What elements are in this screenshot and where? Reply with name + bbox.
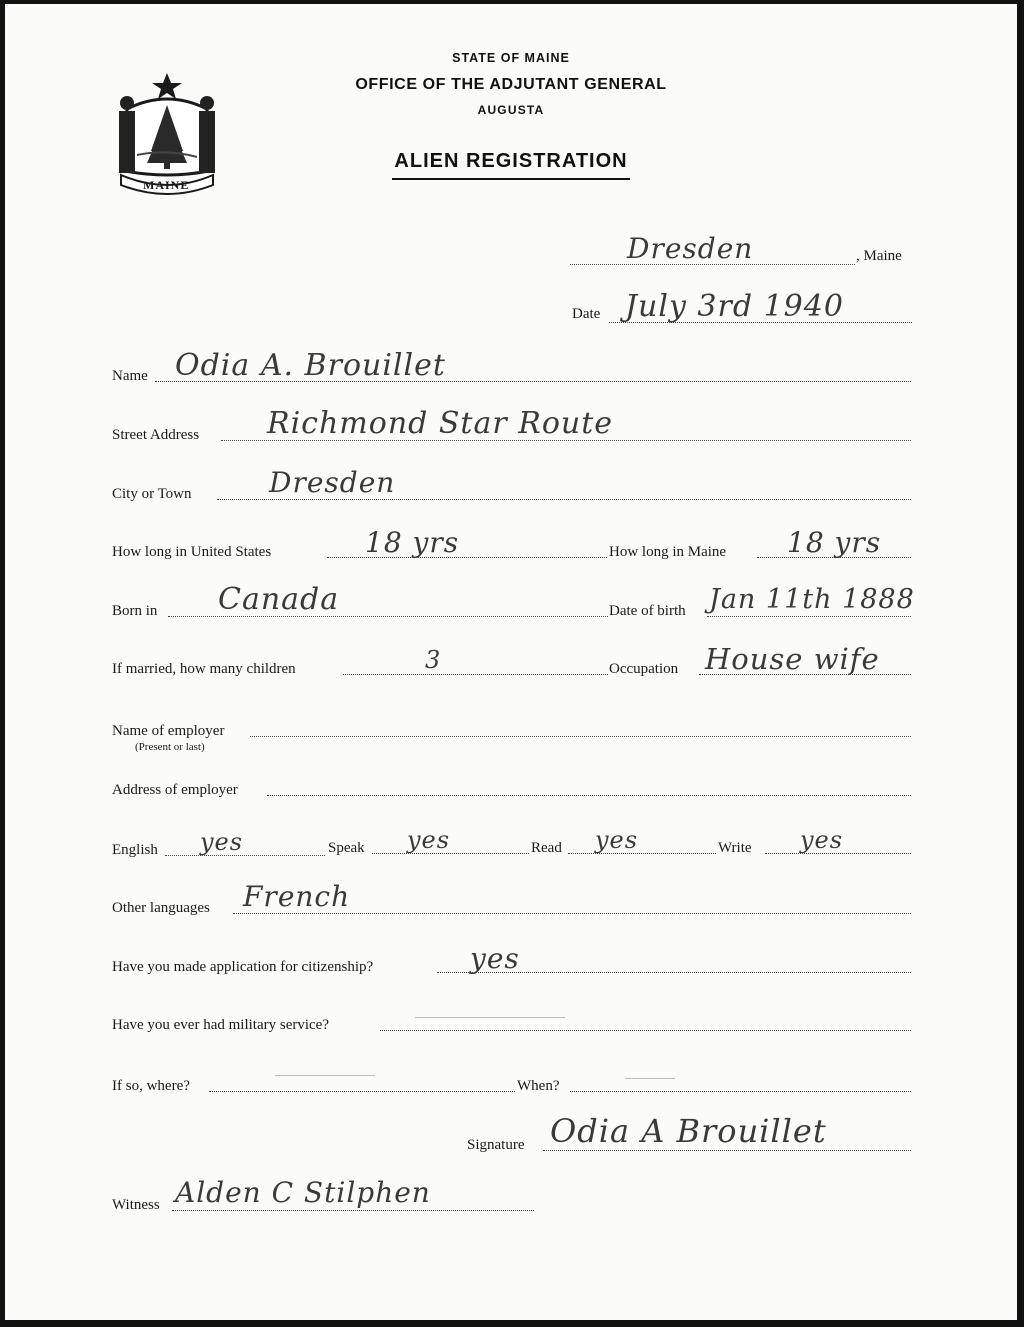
write-value[interactable]: yes [800,826,844,854]
how-long-maine-value[interactable]: 18 yrs [787,526,882,559]
born-in-label: Born in [112,603,158,619]
read-label: Read [531,840,562,856]
occupation-value[interactable]: House wife [705,642,880,676]
english-value[interactable]: yes [200,828,244,856]
city-heading: AUGUSTA [477,103,545,117]
employer-name-label: Name of employer [112,723,225,739]
speak-dots [372,853,529,854]
employer-name-dots[interactable] [250,736,911,737]
employer-address-dots[interactable] [267,795,911,796]
witness-dots [172,1210,534,1211]
date-of-birth-label: Date of birth [609,603,686,619]
form-title: ALIEN REGISTRATION [5,150,1017,180]
military-label: Have you ever had military service? [112,1017,329,1033]
date-of-birth-dots [707,616,911,617]
english-label: English [112,842,158,858]
how-long-us-label: How long in United States [112,544,272,560]
registration-form [5,4,1017,1320]
witness-label: Witness [112,1197,160,1213]
town-value[interactable]: Dresden [627,232,754,265]
read-dots [568,853,716,854]
city-dots [217,499,911,500]
occupation-label: Occupation [609,661,679,677]
born-in-value[interactable]: Canada [218,582,340,617]
town-suffix-label: , Maine [856,248,902,264]
signature-dots [543,1150,911,1151]
name-label: Name [112,368,148,384]
citizenship-value[interactable]: yes [470,942,520,975]
date-label: Date [572,306,601,322]
write-label: Write [718,840,752,856]
military-blank-stroke [415,1017,565,1018]
military-dots[interactable] [380,1030,911,1031]
where-blank-stroke [275,1075,375,1076]
english-dots [165,855,325,856]
other-languages-label: Other languages [112,900,210,916]
other-languages-value[interactable]: French [243,880,351,913]
read-value[interactable]: yes [595,826,639,854]
office-heading: OFFICE OF THE ADJUTANT GENERAL [355,76,667,93]
signature-label: Signature [467,1137,525,1153]
city-label: City or Town [112,486,192,502]
how-long-us-value[interactable]: 18 yrs [365,526,460,559]
seal-banner-text: MAINE [143,178,190,192]
speak-value[interactable]: yes [407,826,451,854]
employer-name-sublabel: (Present or last) [135,741,205,753]
how-long-maine-label: How long in Maine [609,544,727,560]
citizenship-label: Have you made application for citizenship? [112,959,374,975]
witness-value[interactable]: Alden C Stilphen [175,1176,431,1209]
speak-label: Speak [328,840,365,856]
when-label: When? [517,1078,560,1094]
street-address-label: Street Address [112,427,200,443]
other-languages-dots [233,913,911,914]
children-dots [343,674,608,675]
employer-address-label: Address of employer [112,782,238,798]
signature-value[interactable]: Odia A Brouillet [550,1112,827,1150]
date-value[interactable]: July 3rd 1940 [625,289,844,324]
city-value[interactable]: Dresden [269,466,396,499]
when-blank-stroke [625,1078,675,1079]
children-value[interactable]: 3 [425,646,442,674]
where-label: If so, where? [112,1078,190,1094]
children-label: If married, how many children [112,661,296,677]
date-of-birth-value[interactable]: Jan 11th 1888 [709,584,915,615]
state-heading: STATE OF MAINE [452,51,570,65]
name-value[interactable]: Odia A. Brouillet [175,348,446,383]
where-dots[interactable] [209,1091,515,1092]
when-dots[interactable] [570,1091,911,1092]
street-address-value[interactable]: Richmond Star Route [267,406,614,441]
